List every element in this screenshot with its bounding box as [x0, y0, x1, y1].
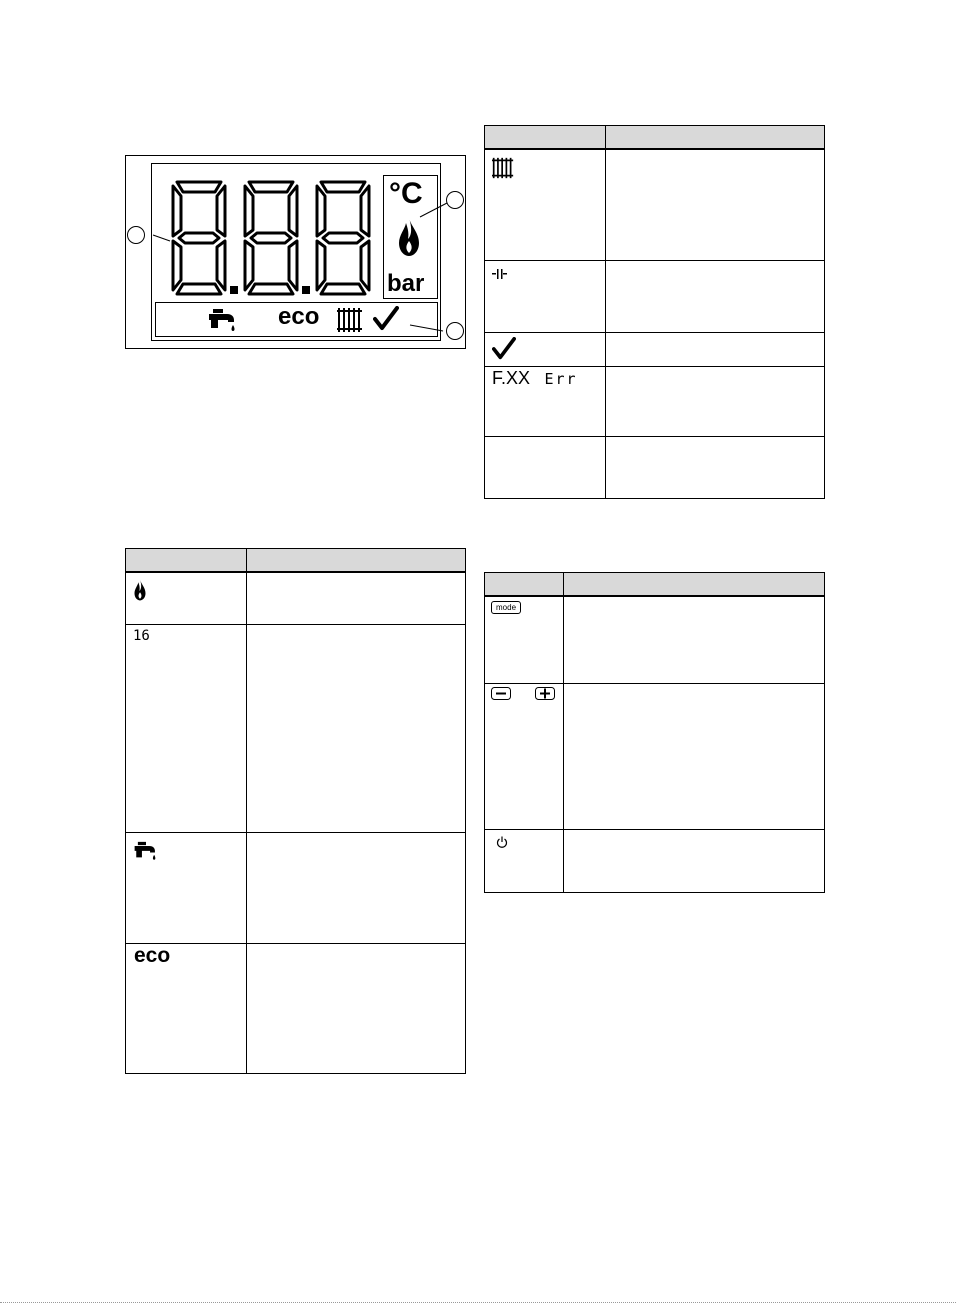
table-row	[485, 683, 825, 829]
minus-plus-buttons-icon	[491, 687, 555, 701]
callout-3	[446, 322, 464, 340]
table-header	[247, 549, 466, 573]
callout-lines	[125, 185, 470, 345]
table-header	[126, 549, 247, 573]
eco-symbol: eco	[278, 303, 320, 330]
table-row	[126, 624, 466, 832]
table-row	[485, 260, 825, 332]
fault-code-text: F.XX	[492, 367, 531, 388]
celsius-unit: °C	[389, 177, 423, 210]
power-button-icon	[496, 836, 508, 848]
table-row	[485, 829, 825, 892]
table-row	[485, 332, 825, 366]
table-row	[485, 596, 825, 683]
table-row	[485, 366, 825, 436]
mode-button-icon: mode	[491, 601, 521, 614]
callout-2	[446, 191, 464, 209]
table-header	[485, 573, 564, 597]
table-header	[485, 126, 606, 150]
temperature-digits-icon: 16	[133, 627, 150, 644]
error-code-text: Err	[544, 369, 578, 388]
checkmark-icon	[492, 337, 516, 361]
symbols-table-top	[484, 125, 825, 499]
table-header	[564, 573, 825, 597]
table-row	[126, 943, 466, 1073]
bar-unit: bar	[387, 270, 425, 297]
callout-1	[127, 226, 145, 244]
table-row	[126, 572, 466, 624]
table-row	[485, 436, 825, 498]
page-edge	[0, 1302, 956, 1303]
eco-icon: eco	[134, 943, 171, 967]
table-row	[485, 149, 825, 260]
tap-icon	[133, 839, 159, 861]
buttons-table	[484, 572, 825, 893]
flame-icon	[133, 579, 147, 601]
symbols-table-left	[125, 548, 466, 1074]
table-header	[606, 126, 825, 150]
table-row	[126, 832, 466, 943]
pump-icon	[492, 267, 508, 281]
radiator-icon	[492, 156, 514, 180]
